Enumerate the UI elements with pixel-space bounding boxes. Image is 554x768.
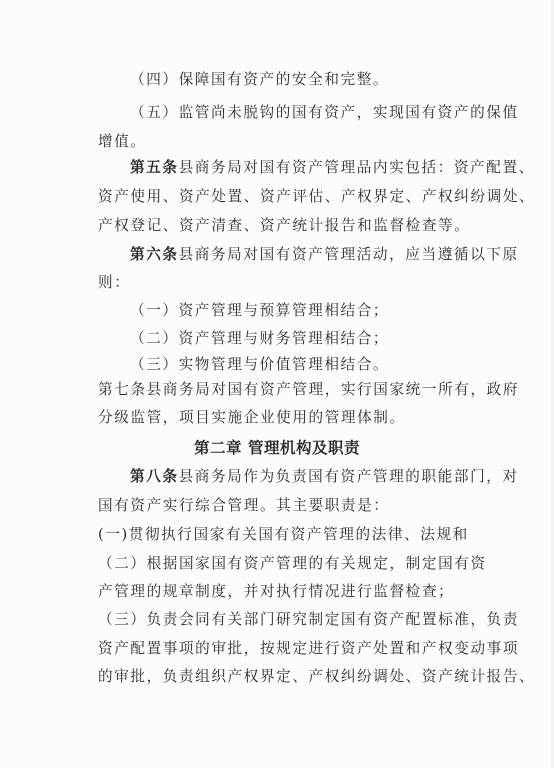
text-span: 县商务局对国有资产管理品内实包括：资产配置、 [178, 159, 535, 176]
list-item: （二）根据国家国有资产管理的有关规定，制定国有资 [98, 555, 487, 572]
list-item: （二）资产管理与财务管理相结合； [130, 330, 390, 347]
list-item: （三）实物管理与价值管理相结合。 [130, 356, 390, 373]
text-line: 分级监管，项目实施企业使用的管理体制。 [98, 409, 406, 426]
text-line: 的审批，负责组织产权界定、产权纠纷调处、资产统计报告、 [98, 668, 536, 685]
list-item: （一）资产管理与预算管理相结合； [130, 302, 390, 319]
text-line: 第七条县商务局对国有资产管理，实行国家统一所有，政府 [98, 381, 520, 398]
list-item: （三）负责会同有关部门研究制定国有资产配置标准，负责 [98, 611, 520, 628]
text-line: 产管理的规章制度，并对执行情况进行监督检查； [98, 583, 455, 600]
text-line: 资产配置事项的审批，按规定进行资产处置和产权变动事项 [98, 640, 520, 657]
chapter-heading: 第二章 管理机构及职责 [194, 438, 360, 457]
text-line: 产权登记、资产清查、资产统计报告和监督检查等。 [98, 217, 471, 234]
article-6-first-line [130, 245, 519, 265]
text-span: 县商务局作为负责国有资产管理的职能部门，对 [178, 468, 519, 485]
text-line: 国有资产实行综合管理。其主要职责是： [98, 497, 390, 514]
article-8-first-line [130, 467, 519, 487]
text-line: 则： [98, 274, 131, 291]
text-line: （五）监管尚未脱钩的国有资产，实现国有资产的保值 [130, 104, 519, 121]
article-label: 第五条 [130, 159, 179, 176]
article-label: 第八条 [130, 468, 179, 485]
article-label: 第六条 [130, 246, 179, 263]
list-item: (一)贯彻执行国家有关国有资产管理的法律、法规和 [98, 526, 469, 543]
text-line: （四）保障国有资产的安全和完整。 [130, 71, 390, 88]
text-line: 资产使用、资产处置、资产评估、产权界定、产权纠纷调处、 [98, 188, 536, 205]
article-5-first-line [130, 158, 535, 178]
text-span: 县商务局对国有资产管理活动，应当遵循以下原 [178, 246, 519, 263]
text-line: 增值。 [98, 133, 147, 150]
scan-edge-shadow [550, 0, 554, 768]
